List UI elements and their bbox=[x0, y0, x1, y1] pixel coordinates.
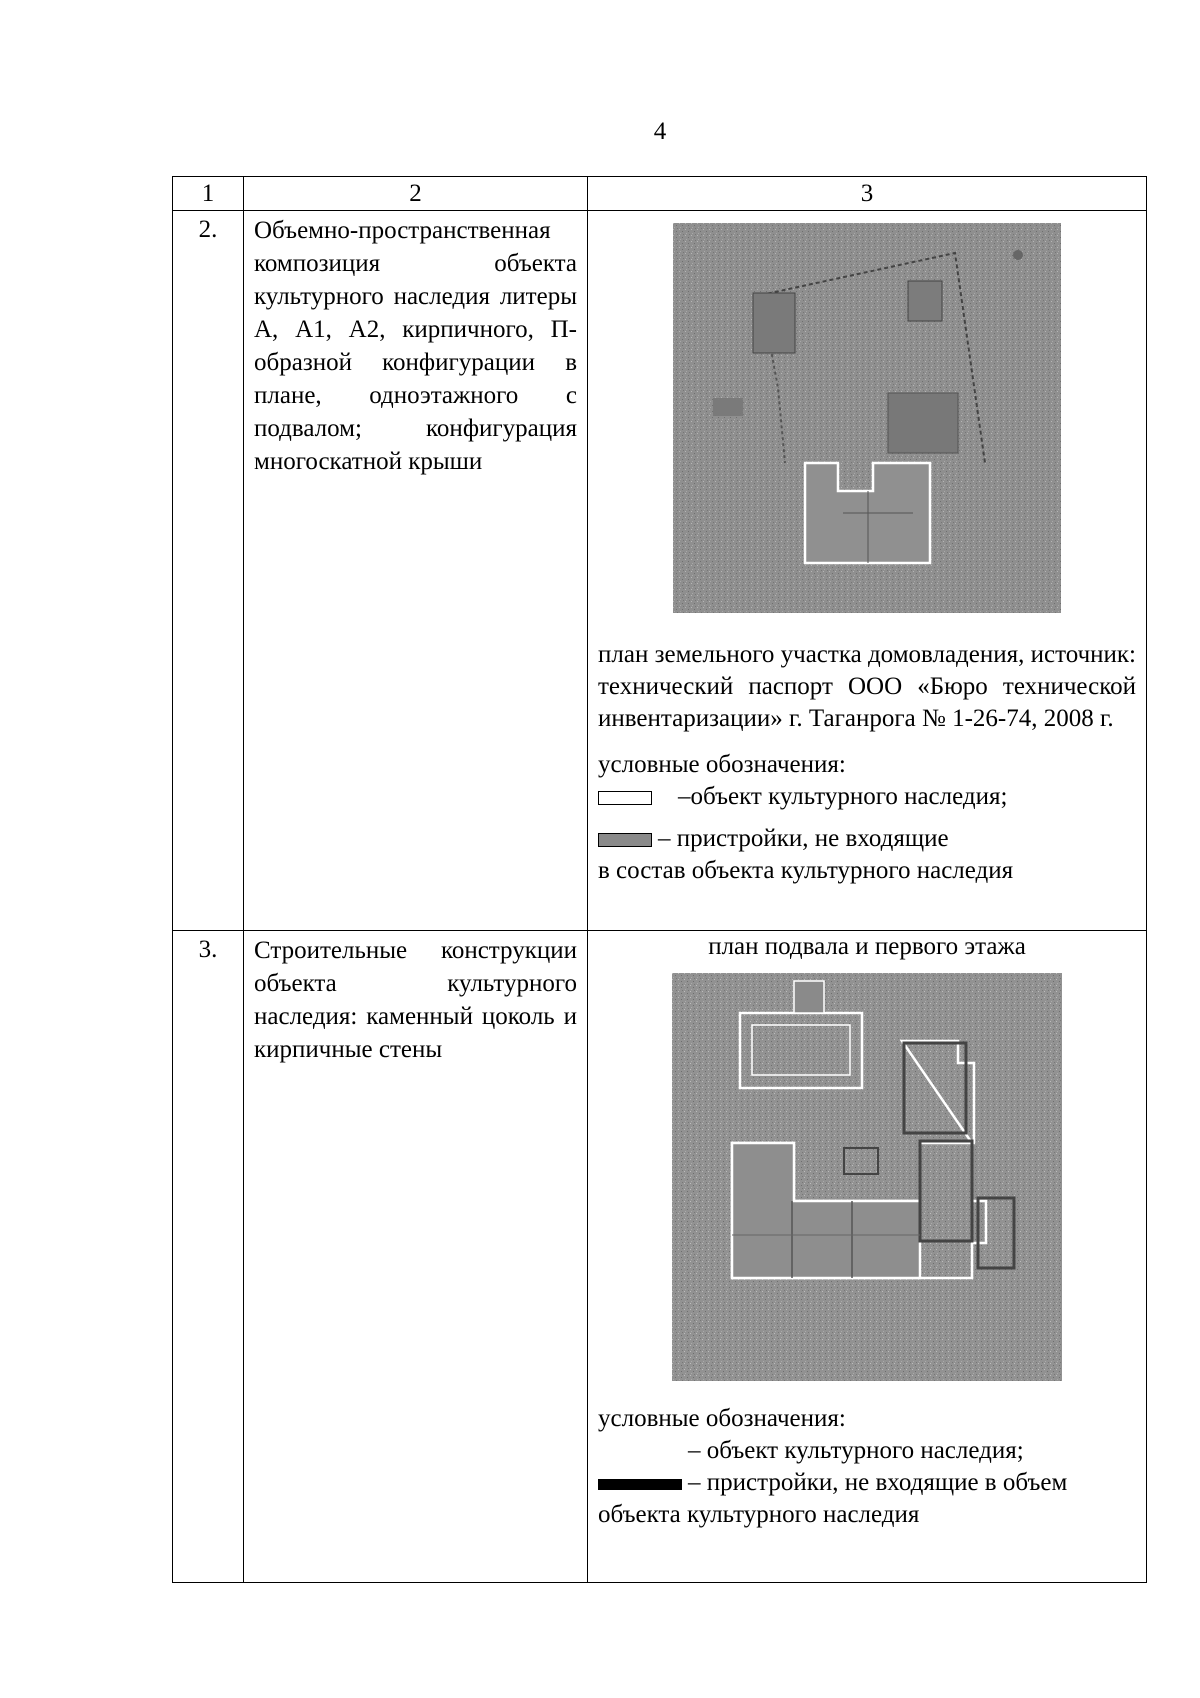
site-plan-image bbox=[673, 223, 1061, 613]
row-illustration-cell bbox=[588, 931, 1147, 1583]
row-number: 2. bbox=[173, 211, 244, 931]
black-swatch bbox=[598, 1479, 682, 1490]
legend-title: условные обозначения: bbox=[598, 751, 846, 778]
legend-item-extensions-cont: объекта культурного наследия bbox=[598, 1501, 920, 1528]
header-col-3: 3 bbox=[588, 177, 1147, 211]
row-number: 3. bbox=[173, 931, 244, 1583]
legend-item-extensions bbox=[598, 1467, 1136, 1499]
legend-item-heritage bbox=[598, 781, 1136, 813]
legend-item-heritage bbox=[598, 1435, 1136, 1467]
header-col-1: 1 bbox=[173, 177, 244, 211]
legend-item-heritage-label: – объект культурного наследия; bbox=[688, 1437, 1024, 1464]
legend-item-heritage-label: –объект культурного наследия; bbox=[678, 783, 1008, 810]
heritage-table bbox=[172, 176, 1147, 1583]
legend-item-extensions-cont: в состав объекта культурного наследия bbox=[598, 857, 1014, 884]
site-plan-caption: план земельного участка домовладения, источник: технический паспорт ООО «Бюро технической инвентаризации» г. Таганрога № 1-26-74, 2008 г. bbox=[598, 641, 1136, 732]
gray-swatch bbox=[598, 833, 652, 847]
table-header-row bbox=[173, 177, 1147, 211]
page-number: 4 bbox=[653, 118, 667, 145]
legend-title: условные обозначения: bbox=[598, 1405, 846, 1432]
table-row bbox=[173, 931, 1147, 1583]
table-row bbox=[173, 211, 1147, 931]
legend-item-extensions-label: – пристройки, не входящие в объем bbox=[688, 1469, 1068, 1496]
legend-item-extensions bbox=[598, 823, 1136, 855]
outline-swatch bbox=[598, 791, 652, 805]
legend-item-extensions-label: – пристройки, не входящие bbox=[658, 825, 949, 852]
floor-plan-image bbox=[672, 973, 1062, 1381]
header-col-2: 2 bbox=[244, 177, 588, 211]
floor-plan-title: план подвала и первого этажа bbox=[708, 933, 1026, 960]
row-description: Объемно-пространственная композиция объекта культурного наследия литеры А, А1, А2, кирпичного, П-образной конфигурации в плане, одноэтажного с подвалом; конфигурация многоскатной крыши bbox=[244, 211, 588, 931]
row-illustration-cell bbox=[588, 211, 1147, 931]
row-description: Строительные конструкции объекта культурного наследия: каменный цоколь и кирпичные стены bbox=[244, 931, 588, 1583]
